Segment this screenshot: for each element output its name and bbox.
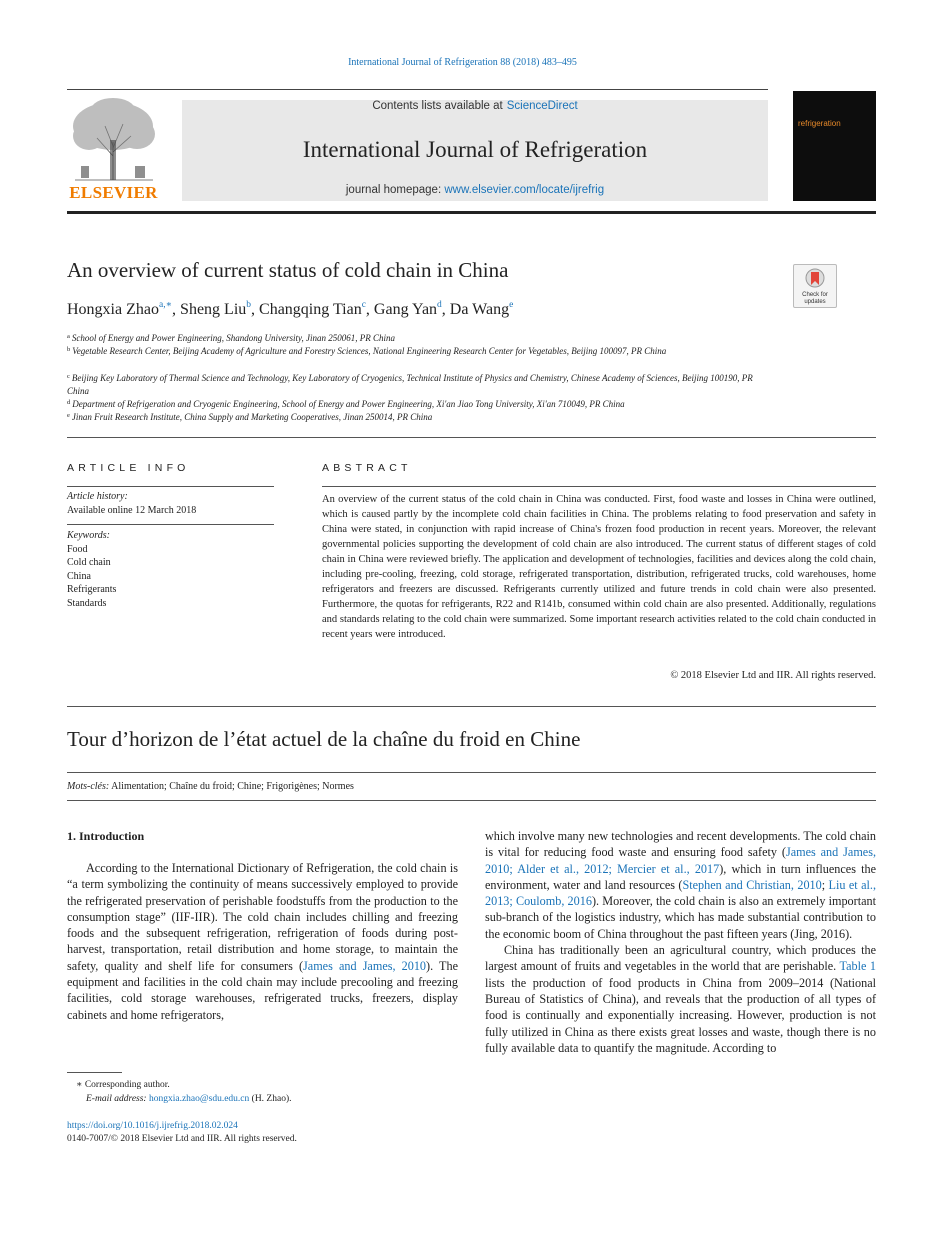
paragraph-text: According to the International Dictionary of Refrigeration, the cold chain is “a term symbolizing the continuity of means successively employed to provide the refrigerated preservation of perishable foodstuffs from the production to the consumption stage” (IIF-IIR). The cold chain includes chilling and freezing foods and the subsequent refrigeration, refrigeration of foods during post-harvest, transportation, retail distribution and home storage, to maintain the safety, quality and shelf life for consumers ( bbox=[67, 861, 458, 973]
author-affiliation-mark[interactable]: a,∗ bbox=[158, 300, 173, 310]
paragraph-text: ). Moreover, the cold chain is also an extremely important sub-branch of the logistics industry, which has made substantial contribution to the economic boom of China throughout the past fifteen years (Jing, 2016). bbox=[485, 894, 876, 941]
article-history-label: Article history: bbox=[67, 491, 128, 502]
abstract-text: An overview of the current status of the cold chain in China was conducted. First, food waste and losses in China were outlined, which is caused partly by the incomplete cold chain facilities in China. The problems relating to food preservation and safety in China were stated, in conjunction with rapid increase of China's frozen food production in recent years. Moreover, the relevant governmental policies supporting the development of cold chain are also introduced. The current status of different stages of cold chain in China were reviewed briefly. The application and development of technologies, facilities and devices along the cold chain, including pre-cooling, freezing, cold storage, refrigerated transportation, distribution, refrigerated trucks, cold warehouses, home refrigerators and freezers are discussed. Refrigerants currently utilized and future trends in cold chain were also presented. Furthermore, the quotas for refrigerants, R22 and R141b, consumed within cold chain are also presented. Additionally, regulations and standards relating to the cold chain were summarized. Some important research activities related to the cold chain conducted in recent years were introduced. bbox=[322, 494, 876, 640]
paragraph-text: ). The equipment and facilities in the cold chain may include precooling and freezing facilities, cold storage warehouses, refrigerated trucks, freezers, display cabinets and home refrigerators, bbox=[67, 958, 458, 1022]
header-bottom-rule bbox=[67, 211, 876, 214]
keywords-block bbox=[67, 529, 116, 610]
affiliation-mark: e bbox=[67, 412, 70, 419]
body-paragraph bbox=[485, 828, 876, 942]
affiliation-text: School of Energy and Power Engineering, Shandong University, Jinan 250061, PR China bbox=[71, 333, 396, 343]
journal-cover bbox=[793, 91, 876, 201]
check-for-updates-label: Check for updates bbox=[802, 292, 828, 305]
homepage-prefix: journal homepage: bbox=[345, 184, 442, 196]
section-divider bbox=[67, 437, 876, 438]
author-name: Sheng Liu bbox=[180, 301, 247, 318]
body-left-column bbox=[67, 860, 458, 1023]
mots-cles-values: Alimentation; Chaîne du froid; Chine; Frigorigènes; Normes bbox=[111, 781, 354, 792]
affiliation-text: Jinan Fruit Research Institute, China Supply and Marketing Cooperatives, Jinan 250014, PR China bbox=[71, 412, 433, 422]
journal-banner bbox=[182, 100, 768, 201]
affiliation bbox=[67, 343, 776, 358]
email-label: E-mail address: bbox=[86, 1094, 147, 1104]
table-link[interactable]: Table 1 bbox=[839, 959, 876, 974]
affiliation-mark: c bbox=[67, 373, 70, 380]
body-paragraph bbox=[485, 942, 876, 1056]
header-top-rule bbox=[67, 89, 768, 90]
french-rule-bottom bbox=[67, 800, 876, 801]
author-affiliation-mark[interactable]: b bbox=[246, 300, 252, 310]
contents-prefix: Contents lists available at bbox=[372, 100, 503, 112]
journal-citation[interactable]: International Journal of Refrigeration 88 (2018) 483–495 bbox=[348, 57, 577, 68]
author-name: Da Wang bbox=[449, 301, 510, 318]
paragraph-text: ), which in turn influences the environment, water and land resources ( bbox=[485, 861, 876, 892]
citation-link[interactable]: James and James, 2010; Alder et al., 2012; Mercier et al., 2017 bbox=[485, 845, 876, 876]
citation-link[interactable]: Stephen and Christian, 2010 bbox=[682, 877, 822, 892]
article-title: An overview of current status of cold chain in China bbox=[67, 258, 509, 282]
contents-line bbox=[182, 100, 768, 112]
doi-link[interactable]: https://doi.org/10.1016/j.ijrefrig.2018.02.024 bbox=[67, 1121, 238, 1131]
body-right-column bbox=[485, 828, 876, 1056]
email-link[interactable]: hongxia.zhao@sdu.edu.cn bbox=[148, 1094, 250, 1104]
homepage-link[interactable]: www.elsevier.com/locate/ijrefrig bbox=[444, 184, 605, 196]
bookmark-icon bbox=[805, 268, 825, 290]
paragraph-text: China has traditionally been an agricultural country, which produces the largest amount of fruits and vegetables in the world that are perishable. bbox=[485, 943, 876, 974]
cover-title: refrigeration bbox=[798, 119, 841, 128]
elsevier-wordmark: ELSEVIER bbox=[69, 183, 158, 202]
abstract-rule bbox=[322, 486, 876, 487]
article-info-rule bbox=[67, 486, 274, 487]
affiliation bbox=[67, 370, 776, 398]
affiliation-mark: a bbox=[67, 333, 70, 340]
author-name: Changqing Tian bbox=[259, 301, 362, 318]
mots-cles-label: Mots-clés: bbox=[67, 781, 110, 792]
author-name: Hongxia Zhao bbox=[67, 301, 159, 318]
keyword: Refrigerants bbox=[67, 584, 117, 595]
keyword: Cold chain bbox=[67, 557, 111, 568]
issn-copyright: 0140-7007/© 2018 Elsevier Ltd and IIR. All rights reserved. bbox=[67, 1134, 297, 1144]
french-title: Tour d’horizon de l’état actuel de la chaîne du froid en Chine bbox=[67, 727, 581, 751]
author-affiliation-mark[interactable]: d bbox=[437, 300, 442, 310]
affiliation bbox=[67, 409, 776, 424]
keywords-label: Keywords: bbox=[67, 530, 110, 541]
keyword: Food bbox=[67, 543, 88, 555]
mots-cles bbox=[67, 781, 354, 792]
article-info-heading: ARTICLE INFO bbox=[67, 462, 190, 474]
homepage-line bbox=[182, 184, 768, 196]
affiliation-text: Beijing Key Laboratory of Thermal Science and Technology, Key Laboratory of Cryogenics, Technical Institute of Physics and Chemistry, Chinese Academy of Sciences, Beijing 100190, PR China bbox=[67, 373, 753, 396]
keyword: Standards bbox=[67, 597, 107, 609]
paragraph-text: lists the production of food products in China from 2009–2014 (National Bureau of Statistics of China), and reveals that the production of all types of food is continually and exponentially increasing. However, production is not fully utilized in China as there exists great losses and waste, though there is no fully available data to quantify the magnitude. According to bbox=[485, 975, 876, 1055]
abstract-heading: ABSTRACT bbox=[322, 462, 412, 474]
author-affiliation-mark[interactable]: c bbox=[361, 300, 366, 310]
keywords-rule bbox=[67, 524, 274, 525]
affiliation-mark: b bbox=[67, 346, 71, 353]
paragraph-text: ; bbox=[821, 877, 829, 892]
doi-block bbox=[67, 1120, 297, 1146]
email-suffix: (H. Zhao). bbox=[251, 1094, 292, 1104]
section-divider bbox=[67, 706, 876, 707]
journal-title: International Journal of Refrigeration bbox=[302, 137, 648, 162]
abstract-copyright: © 2018 Elsevier Ltd and IIR. All rights reserved. bbox=[670, 670, 876, 681]
corresponding-author: Corresponding author. bbox=[84, 1080, 170, 1090]
section-heading-introduction: 1. Introduction bbox=[67, 829, 145, 843]
footnote bbox=[67, 1078, 292, 1106]
citation-link[interactable]: Liu et al., 2013; Coulomb, 2016 bbox=[485, 877, 877, 909]
article-history bbox=[67, 490, 196, 517]
body-paragraph bbox=[67, 860, 458, 1023]
article-history-value: Available online 12 March 2018 bbox=[67, 504, 197, 516]
author-list: Hongxia Zhao$^{a,∗}$, Sheng Liu$^b$, Changqing Tian$^c$, Gang Yan$^d$, Da Wang$^e$ bbox=[67, 300, 514, 318]
footnote-mark: ∗ bbox=[76, 1080, 83, 1090]
affiliation-text: Vegetable Research Center, Beijing Academy of Agriculture and Forestry Sciences, National Engineering Research Center for Vegetables, Beijing 100097, PR China bbox=[72, 346, 667, 356]
paragraph-text: which involve many new technologies and recent developments. The cold chain is vital for reducing food waste and ensuring food safety ( bbox=[485, 829, 876, 860]
affiliation-mark: d bbox=[67, 399, 71, 406]
affiliation-text: Department of Refrigeration and Cryogenic Engineering, School of Energy and Power Engineering, Xi'an Jiao Tong University, Xi'an 710049, PR China bbox=[72, 399, 625, 409]
citation-link[interactable]: James and James, 2010 bbox=[303, 958, 427, 973]
check-for-updates-badge[interactable] bbox=[793, 264, 837, 308]
sciencedirect-link[interactable]: ScienceDirect bbox=[506, 100, 578, 112]
footnote-rule bbox=[67, 1072, 122, 1073]
author-name: Gang Yan bbox=[373, 301, 438, 318]
keyword: China bbox=[67, 570, 91, 582]
author-affiliation-mark[interactable]: e bbox=[509, 300, 514, 310]
french-rule-top bbox=[67, 772, 876, 773]
